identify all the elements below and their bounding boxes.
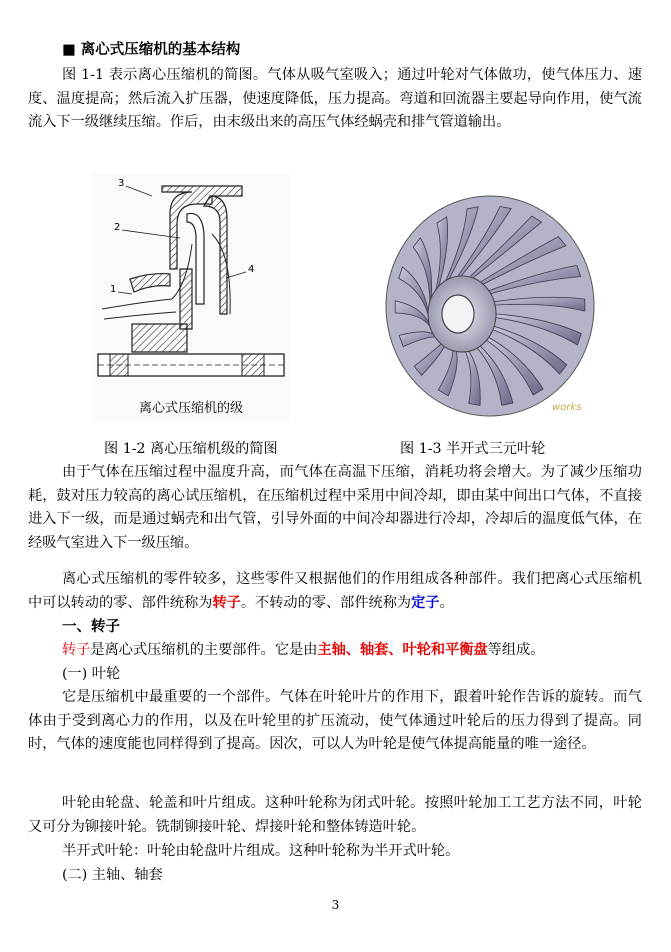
figure-label-2: 2 [114,222,121,233]
paragraph-rotor-parts [28,639,642,663]
paragraph-text: 。不转动的零、部件统称为 [240,594,412,611]
paragraph-rotor-stator [28,568,642,615]
paragraph-impeller-types: 叶轮由轮盘、轮盖和叶片组成。这种叶轮称为闭式叶轮。按照叶轮加工工艺方法不同，叶轮又可分为铆接叶轮。铣制铆接叶轮、焊接叶轮和整体铸造叶轮。 [28,795,642,835]
paragraph-text: 。 [439,594,454,611]
section-title-rotor: 一、转子 [62,619,120,635]
figure-caption-right: 图 1-3 半开式三元叶轮 [400,441,546,457]
paragraph-semi-open: 半开式叶轮：叶轮由轮盘叶片组成。这种叶轮称为半开式叶轮。 [62,843,460,859]
paragraph-impeller: 它是压缩机中最重要的一个部件。气体在叶轮叶片的作用下，跟着叶轮作告诉的旋转。而气体由于受到离心力的作用，以及在叶轮里的扩压流动，使气体通过叶轮后的压力得到了提高。同时，气体的速度能也同样得到了提高。因次，可以人为叶轮是使气体提高能量的唯一途径。 [28,689,642,753]
paragraph-cooling: 由于气体在压缩过程中温度升高，而气体在高温下压缩，消耗功将会增大。为了减少压缩功耗，鼓对压力较高的离心试压缩机，在压缩机过程中采用中间冷却，即由某中间出口气体，不直接进入下一级，而是通过蜗壳和出气管，引导外面的中间冷却器进行冷却，冷却后的温度低气体，在经吸气室进入下一级压缩。 [28,464,642,551]
paragraph-text: 等组成。 [487,642,545,658]
compressor-stage-figure [92,174,290,422]
paragraph-intro: 图 1-1 表示离心压缩机的简图。气体从吸气室吸入；通过叶轮对气体做功，使气体压力、速度、温度提高；然后流入扩压器，使速度降低，压力提高。弯道和回流器主要起导向作用，使气流流入下一级继续压缩。作后，由末级出来的高压气体经蜗壳和排气管道输出。 [28,67,642,131]
compressor-stage-drawing [92,174,290,422]
rotor-term: 转子 [62,642,91,658]
figure-label-4: 4 [248,264,255,275]
rotor-term: 转子 [212,594,241,611]
stator-term: 定子 [411,594,440,611]
page-number: 3 [331,898,340,912]
subsection-impeller: (一) 叶轮 [62,666,121,682]
figure-caption-left: 图 1-2 离心压缩机级的简图 [104,441,278,457]
figure-inner-caption: 离心式压缩机的级 [138,401,244,416]
paragraph-text: 离心式压缩机的零件较多，这些零件又根据他们的作用组成各种部件。我们把离心式压缩机中可以转动的零、部件统称为 [28,571,642,611]
paragraph-text: 是离心式压缩机的主要部件。它是由 [90,642,318,658]
section-heading: ■ 离心式压缩机的基本结构 [62,42,241,58]
figure-label-3: 3 [118,178,125,189]
impeller-drawing [380,174,600,422]
subsection-shaft: (二) 主轴、轴套 [62,867,163,883]
figure-label-1: 1 [110,284,117,295]
watermark-logo: works [552,402,582,413]
rotor-parts-term: 主轴、轴套、叶轮和平衡盘 [317,642,488,658]
impeller-figure [380,174,600,422]
